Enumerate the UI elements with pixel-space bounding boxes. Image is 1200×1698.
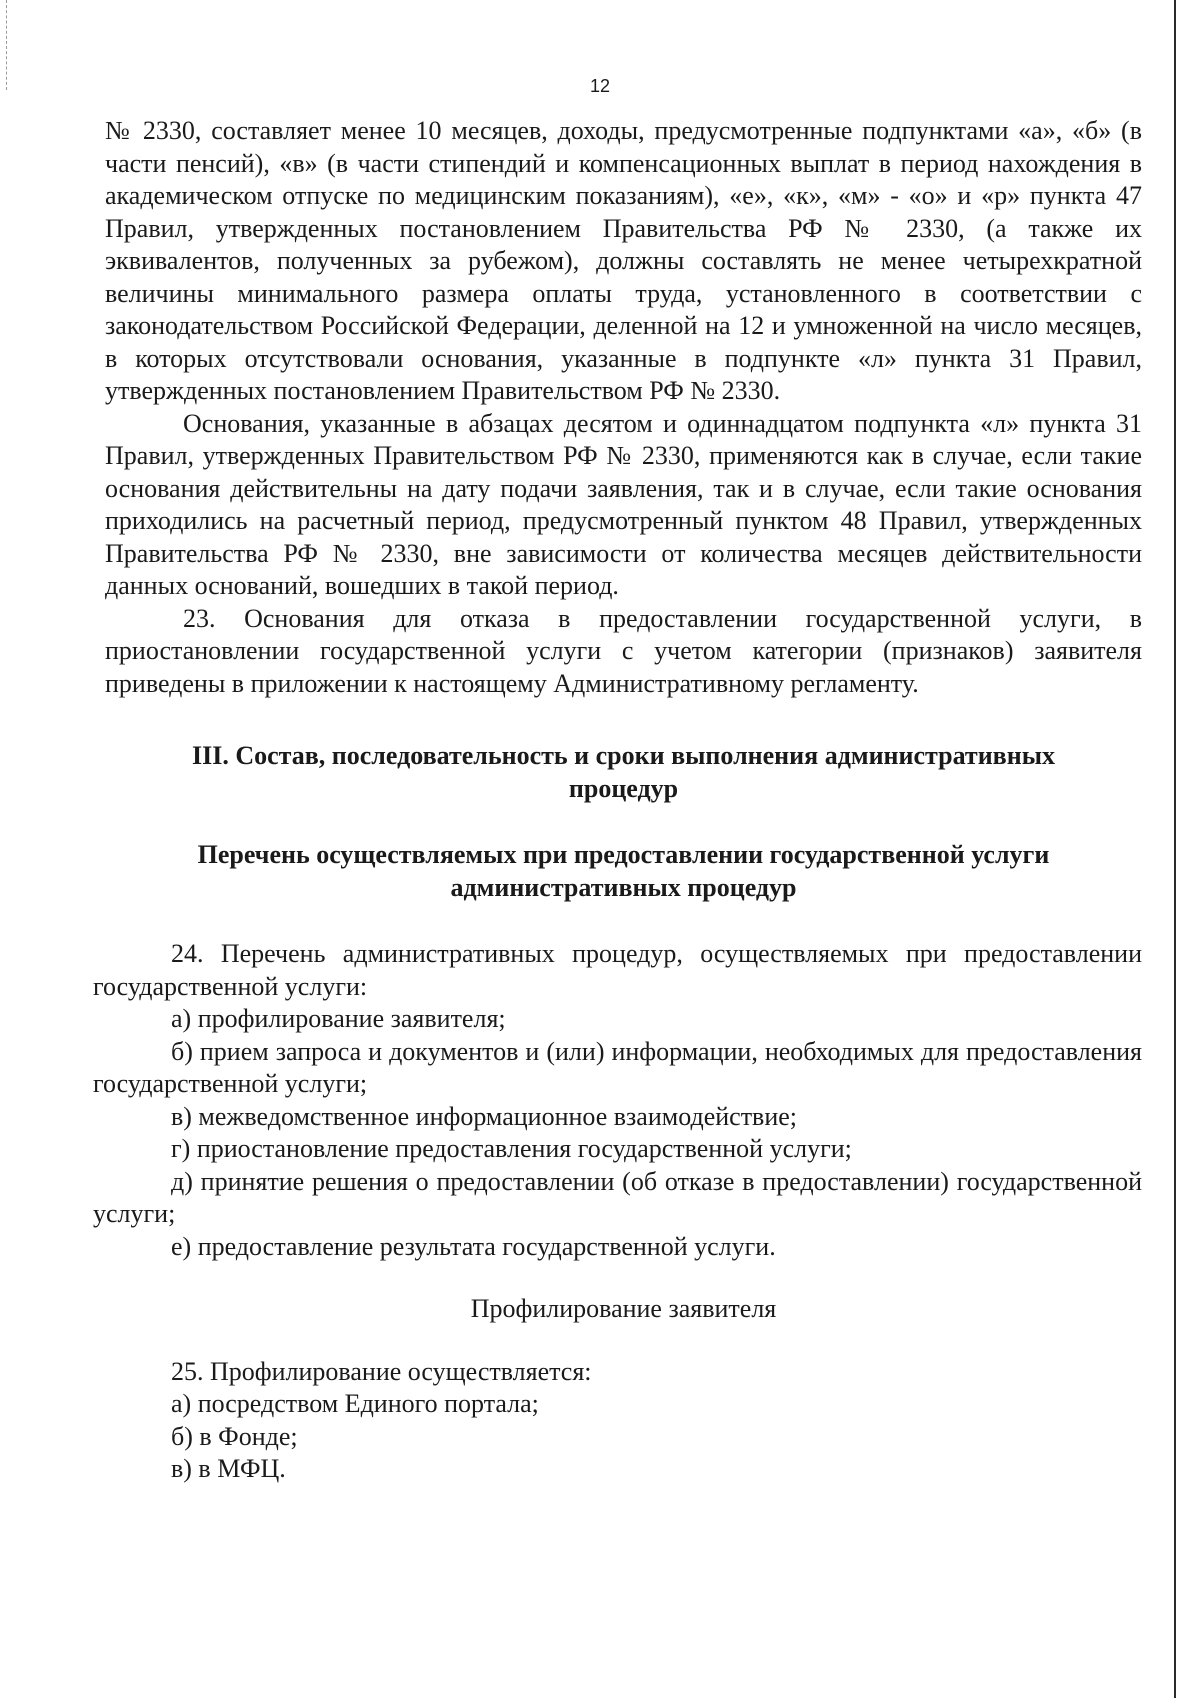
spacer <box>105 904 1142 938</box>
spacer <box>105 700 1142 740</box>
paragraph-item-23: 23. Основания для отказа в предоставлении государственной услуги, в приостановлении государственной услуги с учетом категории (признаков) заявителя приведены в приложении к настоящему Административному регламенту. <box>105 603 1142 698</box>
list-item: б) прием запроса и документов и (или) информации, необходимых для предоставления государственной услуги; <box>93 1036 1142 1098</box>
scan-edge-right <box>1174 0 1176 1698</box>
spacer <box>105 805 1142 839</box>
list-item: д) принятие решения о предоставлении (об отказе в предоставлении) государственной услуги; <box>93 1166 1142 1228</box>
list-item: в) в МФЦ. <box>171 1454 286 1483</box>
paragraph-grounds: Основания, указанные в абзацах десятом и одиннадцатом подпункта «л» пункта 31 Правил, утвержденных Правительством РФ № 2330, применяются как в случае, если такие основания действительны на дату подачи заявления, так и в случае, если такие основания приходились на расчетный период, предусмотренный пунктом 48 Правил, утвержденных Правительства РФ № 2330, вне зависимости от количества месяцев действительности данных оснований, вошедших в такой период. <box>105 408 1142 600</box>
paragraph-item-24: 24. Перечень административных процедур, осуществляемых при предоставлении государственной услуги: <box>93 939 1142 1001</box>
spacer <box>105 1326 1142 1356</box>
profiling-heading: Профилирование заявителя <box>470 1294 777 1323</box>
document-body <box>93 115 1142 1486</box>
list-item: б) в Фонде; <box>171 1421 298 1451</box>
paragraph-continuation: № 2330, составляет менее 10 месяцев, доходы, предусмотренные подпунктами «а», «б» (в части пенсий), «в» (в части стипендий и компенсационных выплат в период нахождения в академическом отпуске по медицинским показаниям), «е», «к», «м» - «о» и «р» пункта 47 Правил, утвержденных постановлением Правительства РФ № 2330, (а также их эквивалентов, полученных за рубежом), должны составлять не менее четырехкратной величины минимального размера оплаты труда, установленного в соответствии с законодательством Российской Федерации, деленной на 12 и умноженной на число месяцев, в которых отсутствовали основания, указанные в подпункте «л» пункта 31 Правил, утвержденных постановлением Правительством РФ № 2330. <box>105 116 1142 405</box>
procedures-list <box>93 1003 1142 1263</box>
list-item: а) посредством Единого портала; <box>171 1389 539 1418</box>
profiling-list <box>93 1356 1142 1486</box>
list-item: а) профилирование заявителя; <box>171 1004 506 1033</box>
spacer <box>105 1263 1142 1293</box>
section-heading: III. Состав, последовательность и сроки выполнения административных процедур <box>191 741 1055 803</box>
list-item: г) приостановление предоставления государственной услуги; <box>171 1134 852 1163</box>
paragraph-item-25: 25. Профилирование осуществляется: <box>171 1356 592 1386</box>
list-item: в) межведомственное информационное взаимодействие; <box>171 1101 798 1131</box>
subsection-heading: Перечень осуществляемых при предоставлении государственной услуги административных процедур <box>197 840 1050 902</box>
page-number: 12 <box>589 76 611 96</box>
list-item: е) предоставление результата государственной услуги. <box>171 1231 776 1261</box>
